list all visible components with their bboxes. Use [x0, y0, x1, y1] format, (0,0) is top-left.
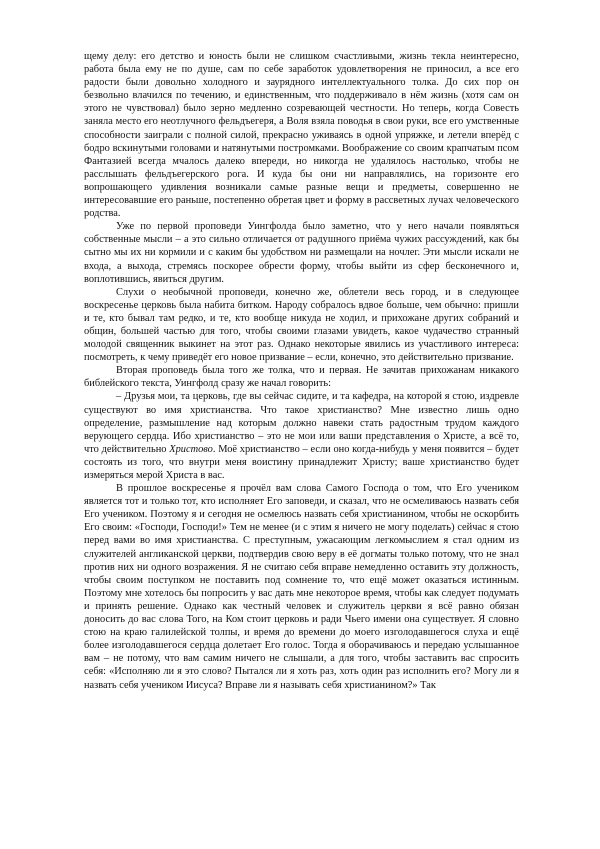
- paragraph: В прошлое воскресенье я прочёл вам слова Самого Господа о том, что Его учеником является тот и только тот, кто исполняет Его заповеди, и сказал, что не осмеливаюсь назвать себя Его учеником. Поэтому я и сегодня не осмелюсь назвать себя христианином, чтобы не оскорбить Его своим: «Господи, Господи!» Тем не менее (и с этим я ничего не могу поделать) сейчас я стою перед вами во имя христианства. С преступным, ужасающим легкомыслием я стал одним из служителей англиканской церкви, подтвердив свою веру в её догматы только потому, что не знал против них ни одного возражения. Я не считаю себя вправе немедленно оставить эту должность, чтобы своим поступком не поставить под сомнение то, что ещё может оказаться истинным. Поэтому мне хотелось бы попросить у вас дать мне некоторое время, чтобы как следует подумать и принять решение. Однако как честный человек и служитель церкви я всё равно обязан доносить до вас слова Того, на Ком стоит церковь и ради Чьего имени она существует. Я словно стою на краю галилейской толпы, и время до времени до моего изголодавшегося слуха и ещё более изголодавшегося сердца долетает Его голос. Тогда я оборачиваюсь и передаю услышанное вам – не потому, что вам самим ничего не слышали, а для того, чтобы заставить вас спросить себя: «Исполняю ли я это слово? Пытался ли я хоть раз, хоть один раз исполнить его? Могу ли я назвать себя учеником Иисуса? Вправе ли я называть себя христианином?» Так: [84, 483, 519, 691]
- paragraph: Вторая проповедь была того же толка, что и первая. Не зачитав прихожанам никакого библейского текста, Уингфолд сразу же начал говорить:: [84, 365, 519, 390]
- paragraph-text: – Друзья мои, та церковь, где вы сейчас сидите, и та кафедра, на которой я стою, издревле существуют во имя христианства. Что такое христианство? Мне известно лишь одно определение, размышление над которым должно навеки стать радостным трудом каждого верующего сердца. Ибо христианство – это не мои или ваши представления о Христе, а всё то, что действительно: [84, 391, 519, 455]
- paragraph: [84, 390, 519, 482]
- document-page: [84, 50, 519, 692]
- emphasis-text: Христово: [169, 443, 213, 455]
- paragraph-text: . Моё христианство – если оно когда-нибудь у меня появится – будет состоять из того, что внутри меня воистину принадлежит Христу; ваше христианство будет измеряться мерой Христа в вас.: [84, 443, 519, 481]
- paragraph: щему делу: его детство и юность были не слишком счастливыми, жизнь текла неинтересно, работа была ему не по душе, сам по себе заработок удовлетворения не приносил, а все его радости были довольно холодного и заурядного интеллектуального толка. До сих пор он безвольно влачился по течению, и единственным, что поддерживало в нём жизнь (хотя сам он этого не чувствовал) было зерно медленно созревающей честности. Но теперь, когда Совесть заняла место его неотлучного фельдъегеря, а Воля взяла поводья в свои руки, все его умственные способности заиграли с полной силой, прекрасно уживаясь в одной упряжке, и летели вперёд с бодро вскинутыми головами и натянутыми постромками. Воображение со своим крапчатым псом Фантазией всегда мчалось далеко впереди, но никогда не удалялось настолько, чтобы не расслышать фельдъегерского рога. И куда бы они ни направлялись, на горизонте его вопрошающего удивления возникали самые разные вещи и предметы, совершенно не интересовавшие его раньше, постепенно обретая цвет и форму в рассветных лучах человеческого родства.: [84, 51, 519, 220]
- paragraph: Уже по первой проповеди Уингфолда было заметно, что у него начали появляться собственные мысли – а это сильно отличается от радушного приёма чужих рассуждений, как бы сытно мы их ни кормили и с каким бы удобством ни размещали на ночлег. Эти мысли искали не входа, а выхода, стремясь поскорее обрести форму, чтобы выйти из сфер бесконечного и, воплотившись, явиться другим.: [84, 221, 519, 285]
- paragraph: Слухи о необычной проповеди, конечно же, облетели весь город, и в следующее воскресенье церковь была набита битком. Народу собралось вдвое больше, чем обычно: пришли и те, кто бывал там редко, и те, кто вообще никуда не ходил, и прихожане других собраний и общин, большей частью для того, чтобы своими глазами увидеть, какое чудачество странный молодой священник выкинет на этот раз. Однако некоторые явились из участливого интереса: посмотреть, к чему приведёт его новое призвание – если, конечно, это действительно призвание.: [84, 286, 519, 364]
